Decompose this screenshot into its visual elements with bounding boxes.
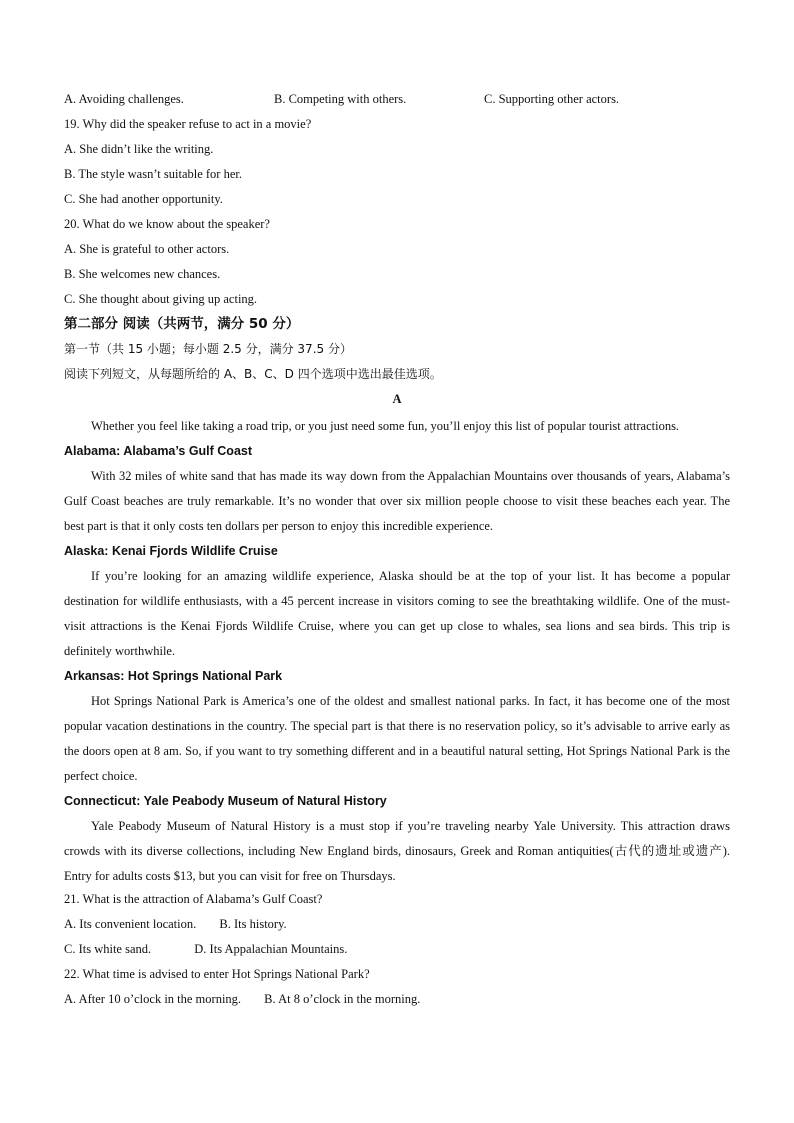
q22-option-b: B. At 8 o’clock in the morning. xyxy=(264,992,421,1006)
q18-option-b: B. Competing with others. xyxy=(274,92,407,106)
q20-question: 20. What do we know about the speaker? xyxy=(64,217,270,231)
q22-question: 22. What time is advised to enter Hot Springs National Park? xyxy=(64,967,370,981)
section-body-connecticut: Yale Peabody Museum of Natural History is a must stop if you’re traveling nearby Yale University. This attraction draws crowds with its diverse collections, including New England birds, dinosaurs, Greek and Roman antiquities(古代的遗址或遗产). Entry for adults costs $13, but you can visit for free on Thursdays. xyxy=(64,819,730,883)
q18-options xyxy=(64,89,730,114)
part2-title: 第二部分 阅读（共两节，满分 50 分） xyxy=(64,316,300,332)
section1-title: 第一节（共 15 小题；每小题 2.5 分，满分 37.5 分） xyxy=(64,342,352,356)
q20-option-b: B. She welcomes new chances. xyxy=(64,267,221,281)
q20-option-c: C. She thought about giving up acting. xyxy=(64,292,258,306)
section-heading-arkansas: Arkansas: Hot Springs National Park xyxy=(64,669,283,683)
q21-option-c: C. Its white sand. xyxy=(64,942,152,956)
q21-question: 21. What is the attraction of Alabama’s Gulf Coast? xyxy=(64,892,323,906)
q20-option-a: A. She is grateful to other actors. xyxy=(64,242,230,256)
section-body-alaska: If you’re looking for an amazing wildlife experience, Alaska should be at the top of your list. It has become a popular destination for wildlife enthusiasts, with a 45 percent increase in visitors coming to see the breathtaking wildlife. One of the must-visit attractions is the Kenai Fjords Wildlife Cruise, where you can get up close to whales, sea lions and sea birds. This trip is definitely worthwhile. xyxy=(64,569,730,658)
section-heading-alaska: Alaska: Kenai Fjords Wildlife Cruise xyxy=(64,544,278,558)
q21-option-a: A. Its convenient location. xyxy=(64,917,197,931)
q19-option-c: C. She had another opportunity. xyxy=(64,192,223,206)
q21-options-row2 xyxy=(64,939,730,964)
reading-instruction: 阅读下列短文，从每题所给的 A、B、C、D 四个选项中选出最佳选项。 xyxy=(64,367,442,381)
q21-option-b: B. Its history. xyxy=(219,917,287,931)
q19-question: 19. Why did the speaker refuse to act in a movie? xyxy=(64,117,312,131)
q22-options-row1 xyxy=(64,989,730,1014)
passage-intro: Whether you feel like taking a road trip, or you just need some fun, you’ll enjoy this list of popular tourist attractions. xyxy=(91,419,680,433)
q22-option-a: A. After 10 o’clock in the morning. xyxy=(64,992,242,1006)
q18-option-c: C. Supporting other actors. xyxy=(484,92,620,106)
section-heading-alabama: Alabama: Alabama’s Gulf Coast xyxy=(64,444,253,458)
q18-option-a: A. Avoiding challenges. xyxy=(64,92,184,106)
q19-option-b: B. The style wasn’t suitable for her. xyxy=(64,167,242,181)
section-heading-connecticut: Connecticut: Yale Peabody Museum of Natural History xyxy=(64,794,387,808)
section-body-arkansas: Hot Springs National Park is America’s one of the oldest and smallest national parks. In fact, it has become one of the most popular vacation destinations in the country. The special part is that there is no reservation policy, so it’s advisable to arrive early as the doors open at 8 am. So, if you want to try something different and in a beautiful natural setting, Hot Springs National Park is the perfect choice. xyxy=(64,694,730,783)
section-body-alabama: With 32 miles of white sand that has made its way down from the Appalachian Mountains over thousands of years, Alabama’s Gulf Coast beaches are truly remarkable. It’s no wonder that over six million people choose to visit these beaches each year. The best part is that it only costs ten dollars per person to enjoy this incredible experience. xyxy=(64,469,730,533)
q21-option-d: D. Its Appalachian Mountains. xyxy=(194,942,348,956)
passage-label: A xyxy=(392,392,402,406)
q19-option-a: A. She didn’t like the writing. xyxy=(64,142,214,156)
exam-page xyxy=(64,89,730,1014)
q21-options-row1 xyxy=(64,914,730,939)
